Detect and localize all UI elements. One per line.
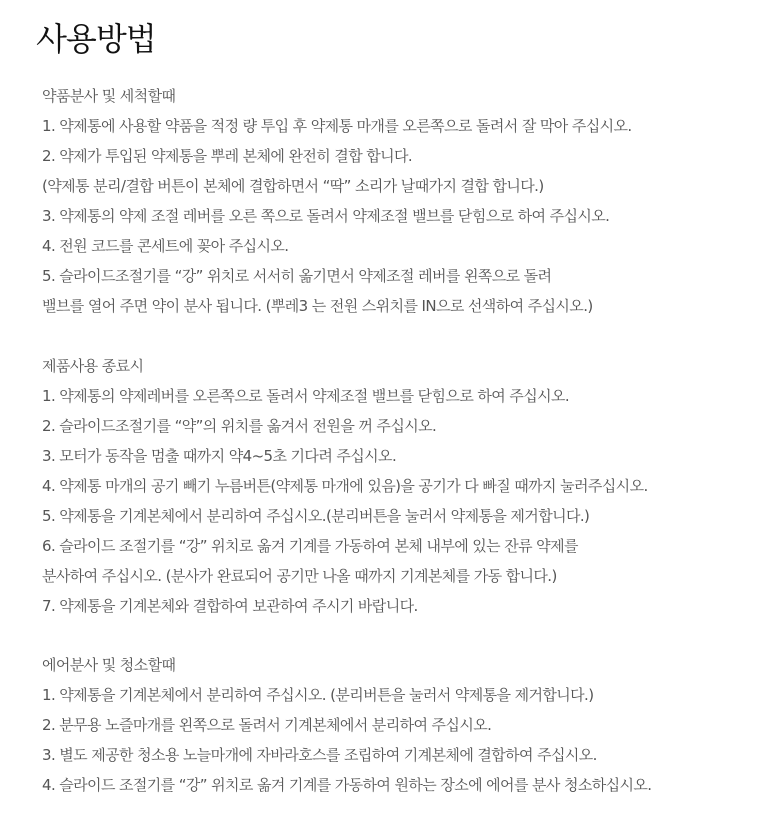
instruction-line: 밸브를 열어 주면 약이 분사 됩니다. (뿌레3 는 전원 스위치를 IN으로 선색하여 주십시오.) xyxy=(42,297,593,315)
instruction-line: 1. 약제통의 약제레버를 오른쪽으로 돌려서 약제조절 밸브를 닫힘으로 하여 주십시오. xyxy=(42,387,570,405)
section-air-and-cleaning xyxy=(42,650,762,800)
instruction-line: 분사하여 주십시오. (분사가 완료되어 공기만 나올 때까지 기계본체를 가동 합니다.) xyxy=(42,567,557,585)
instruction-line: 2. 약제가 투입된 약제통을 뿌레 본체에 완전히 결합 합니다. xyxy=(42,147,413,165)
instruction-line: 2. 슬라이드조절기를 “약”의 위치를 옮겨서 전원을 꺼 주십시오. xyxy=(42,417,437,435)
instruction-line: 4. 전원 코드를 콘세트에 꽂아 주십시오. xyxy=(42,237,289,255)
instruction-line: 3. 약제통의 약제 조절 레버를 오른 쪽으로 돌려서 약제조절 밸브를 닫힘으로 하여 주십시오. xyxy=(42,207,610,225)
instruction-line: 5. 슬라이드조절기를 “강” 위치로 서서히 옮기면서 약제조절 레버를 왼쪽으로 돌려 xyxy=(42,267,552,285)
instruction-line: (약제통 분리/결합 버튼이 본체에 결합하면서 “딱” 소리가 날때가지 결합 합니다.) xyxy=(42,177,544,195)
instruction-line: 2. 분무용 노즐마개를 왼쪽으로 돌려서 기계본체에서 분리하여 주십시오. xyxy=(42,716,492,734)
instruction-line: 4. 약제통 마개의 공기 빼기 누름버튼(약제통 마개에 있음)을 공기가 다 빠질 때까지 눌러주십시오. xyxy=(42,477,648,495)
page-title: 사용방법 xyxy=(36,20,156,58)
instruction-line: 3. 모터가 동작을 멈출 때까지 약4~5초 기다려 주십시오. xyxy=(42,447,397,465)
instruction-line: 1. 약제통에 사용할 약품을 적정 량 투입 후 약제통 마개를 오른쪽으로 돌려서 잘 막아 주십시오. xyxy=(42,117,632,135)
instruction-line: 4. 슬라이드 조절기를 “강” 위치로 옮겨 기계를 가동하여 원하는 장소에 에어를 분사 청소하십시오. xyxy=(42,776,652,794)
section-heading: 에어분사 및 청소할때 xyxy=(42,656,176,674)
instruction-line: 1. 약제통을 기계본체에서 분리하여 주십시오. (분리버튼을 눌러서 약제통을 제거합니다.) xyxy=(42,686,594,704)
instruction-line: 7. 약제통을 기계본체와 결합하여 보관하여 주시기 바랍니다. xyxy=(42,597,418,615)
instruction-line: 5. 약제통을 기계본체에서 분리하여 주십시오.(분리버튼을 눌러서 약제통을 제거합니다.) xyxy=(42,507,590,525)
section-spray-and-clean xyxy=(42,81,762,321)
instruction-line: 3. 별도 제공한 청소용 노늘마개에 자바라호스를 조립하여 기계본체에 결합하여 주십시오. xyxy=(42,746,597,764)
section-heading: 약품분사 및 세척할때 xyxy=(42,87,176,105)
section-heading: 제품사용 종료시 xyxy=(42,357,144,375)
instruction-line: 6. 슬라이드 조절기를 “강” 위치로 옮겨 기계를 가동하여 본체 내부에 있는 잔류 약제를 xyxy=(42,537,578,555)
section-end-of-use xyxy=(42,351,762,621)
